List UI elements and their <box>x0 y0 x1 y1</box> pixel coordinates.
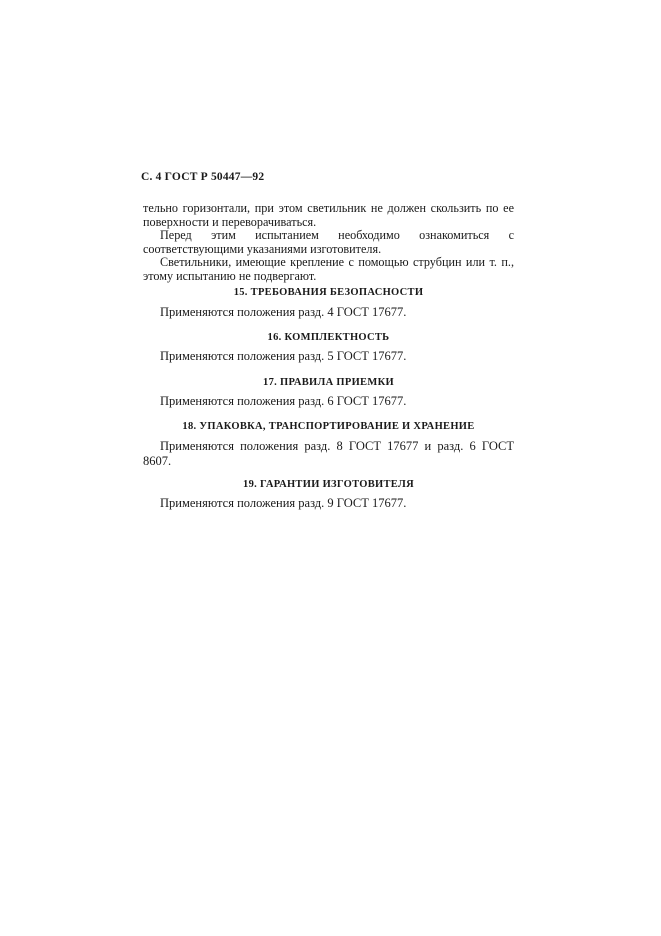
intro-paragraph-3: Светильники, имеющие крепление с помощью струбцин или т. п., этому испытанию не подвергают. <box>143 255 514 283</box>
section-15-body <box>143 305 514 320</box>
section-18-text: Применяются положения разд. 8 ГОСТ 17677 и разд. 6 ГОСТ 8607. <box>143 439 514 468</box>
section-17-body <box>143 394 514 409</box>
section-16-title: 16. КОМПЛЕКТНОСТЬ <box>267 332 390 343</box>
section-16-body <box>143 349 514 364</box>
section-18-body <box>143 439 514 469</box>
section-15-text: Применяются положения разд. 4 ГОСТ 17677. <box>160 305 407 319</box>
section-17-text: Применяются положения разд. 6 ГОСТ 17677. <box>160 394 407 408</box>
page-header: С. 4 ГОСТ Р 50447—92 <box>141 171 265 183</box>
section-16-text: Применяются положения разд. 5 ГОСТ 17677. <box>160 349 407 363</box>
intro-paragraph-2: Перед этим испытанием необходимо ознакомиться с соответствующими указаниями изготовителя. <box>143 228 514 256</box>
section-18-title: 18. УПАКОВКА, ТРАНСПОРТИРОВАНИЕ И ХРАНЕНИЕ <box>182 421 475 432</box>
section-19-title: 19. ГАРАНТИИ ИЗГОТОВИТЕЛЯ <box>243 479 414 490</box>
section-15-title: 15. ТРЕБОВАНИЯ БЕЗОПАСНОСТИ <box>233 287 424 298</box>
section-17-title: 17. ПРАВИЛА ПРИЕМКИ <box>263 377 394 388</box>
section-19-body <box>143 496 514 511</box>
section-19-text: Применяются положения разд. 9 ГОСТ 17677. <box>160 496 407 510</box>
intro-paragraph-1: тельно горизонтали, при этом светильник не должен скользить по ее поверхности и переворачиваться. <box>143 201 514 229</box>
intro-text <box>143 202 514 283</box>
